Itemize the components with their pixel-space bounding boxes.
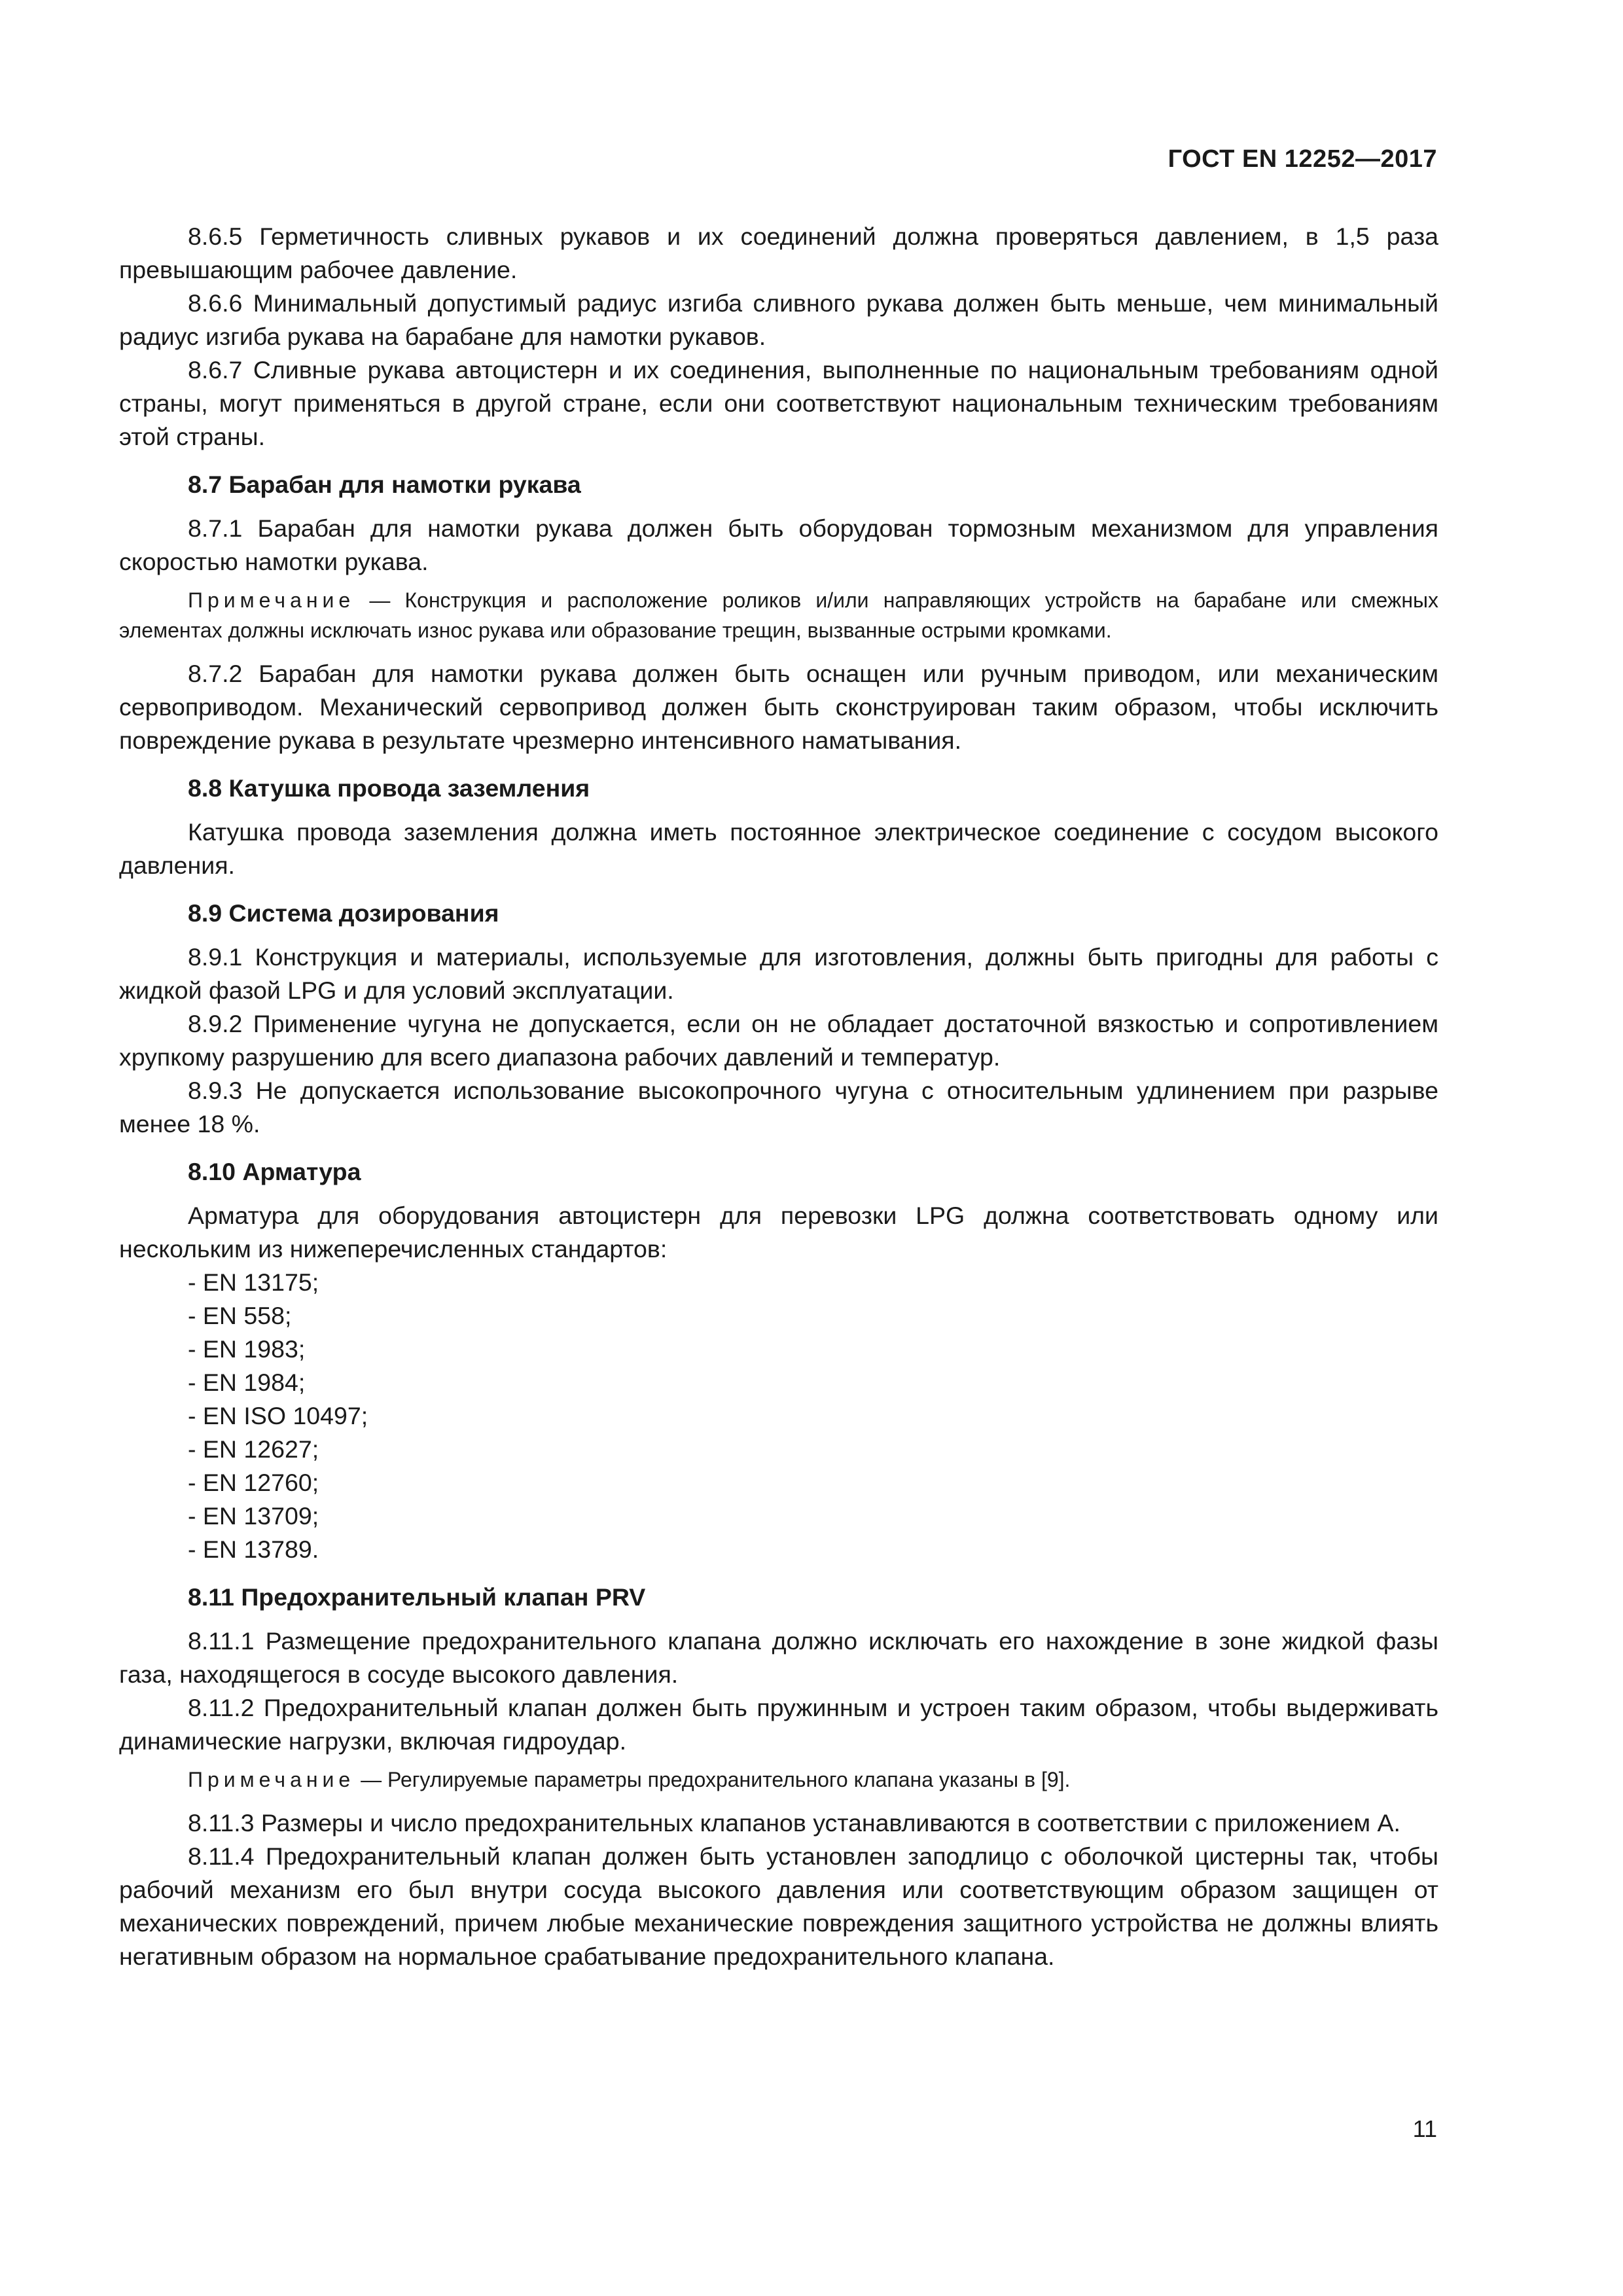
note-8-11 [119,1765,1438,1795]
list-item: - EN 12627; [188,1435,319,1463]
section-heading-8-7: 8.7 Барабан для намотки рукава [188,471,581,498]
page-number: 11 [1412,2115,1437,2142]
paragraph-8-11-3: 8.11.3 Размеры и число предохранительных клапанов устанавливаются в соответствии с приложением А. [188,1809,1400,1837]
section-heading-8-9: 8.9 Система дозирования [188,899,499,927]
note-8-7 [119,585,1438,645]
note-label: Примечание [188,588,355,612]
paragraph-8-11-1: 8.11.1 Размещение предохранительного клапана должно исключать его нахождение в зоне жидкой фазы газа, находящегося в сосуде высокого давления. [119,1627,1438,1688]
document-body [119,220,1438,1973]
list-item: - EN 1984; [188,1369,306,1396]
section-heading-8-10: 8.10 Арматура [188,1158,361,1185]
note-text: — Регулируемые параметры предохранительного клапана указаны в [9]. [355,1768,1071,1791]
section-heading-8-11: 8.11 Предохранительный клапан PRV [188,1583,646,1611]
note-text: — Конструкция и расположение роликов и/или направляющих устройств на барабане или смежных элементах должны исключать износ рукава или образование трещин, вызванные острыми кромками. [119,588,1438,642]
paragraph-8-9-3: 8.9.3 Не допускается использование высокопрочного чугуна с относительным удлинением при разрыве менее 18 %. [119,1077,1438,1138]
paragraph-8-9-2: 8.9.2 Применение чугуна не допускается, если он не обладает достаточной вязкостью и сопротивлением хрупкому разрушению для всего диапазона рабочих давлений и температур. [119,1010,1438,1071]
paragraph-8-7-1: 8.7.1 Барабан для намотки рукава должен быть оборудован тормозным механизмом для управления скоростью намотки рукава. [119,514,1438,575]
paragraph-8-7-2: 8.7.2 Барабан для намотки рукава должен быть оснащен или ручным приводом, или механическим сервоприводом. Механический сервопривод должен быть сконструирован таким образом, чтобы исключить повреждение рукава в результате чрезмерно интенсивного наматывания. [119,660,1438,754]
list-item: - EN 13709; [188,1502,319,1530]
paragraph-8-8: Катушка провода заземления должна иметь постоянное электрическое соединение с сосудом высокого давления. [119,818,1438,879]
paragraph-8-9-1: 8.9.1 Конструкция и материалы, используемые для изготовления, должны быть пригодны для работы с жидкой фазой LPG и для условий эксплуатации. [119,943,1438,1004]
paragraph-8-10: Арматура для оборудования автоцистерн для перевозки LPG должна соответствовать одному или нескольким из нижеперечисленных стандартов: [119,1202,1438,1263]
list-item: - EN 12760; [188,1469,319,1496]
paragraph-8-6-6: 8.6.6 Минимальный допустимый радиус изгиба сливного рукава должен быть меньше, чем минимальный радиус изгиба рукава на барабане для намотки рукавов. [119,289,1438,350]
note-label: Примечание [188,1768,355,1791]
list-item: - EN 1983; [188,1335,306,1363]
list-item: - EN ISO 10497; [188,1402,368,1429]
list-item: - EN 13175; [188,1268,319,1296]
section-heading-8-8: 8.8 Катушка провода заземления [188,774,590,802]
paragraph-8-6-7: 8.6.7 Сливные рукава автоцистерн и их соединения, выполненные по национальным требованиям одной страны, могут применяться в другой стране, если они соответствуют национальным техническим требованиям этой страны. [119,356,1438,450]
list-item: - EN 558; [188,1302,292,1329]
paragraph-8-6-5: 8.6.5 Герметичность сливных рукавов и их соединений должна проверяться давлением, в 1,5 раза превышающим рабочее давление. [119,223,1438,283]
list-item: - EN 13789. [188,1535,319,1563]
standards-list [119,1266,1438,1566]
paragraph-8-11-2: 8.11.2 Предохранительный клапан должен быть пружинным и устроен таким образом, чтобы выдерживать динамические нагрузки, включая гидроудар. [119,1694,1438,1755]
document-id-header: ГОСТ EN 12252—2017 [1168,145,1437,173]
paragraph-8-11-4: 8.11.4 Предохранительный клапан должен быть установлен заподлицо с оболочкой цистерны так, чтобы рабочий механизм его был внутри сосуда высокого давления или соответствующим образом защищен от механических повреждений, причем любые механические повреждения защитного устройства не должны влиять негативным образом на нормальное срабатывание предохранительного клапана. [119,1842,1438,1970]
